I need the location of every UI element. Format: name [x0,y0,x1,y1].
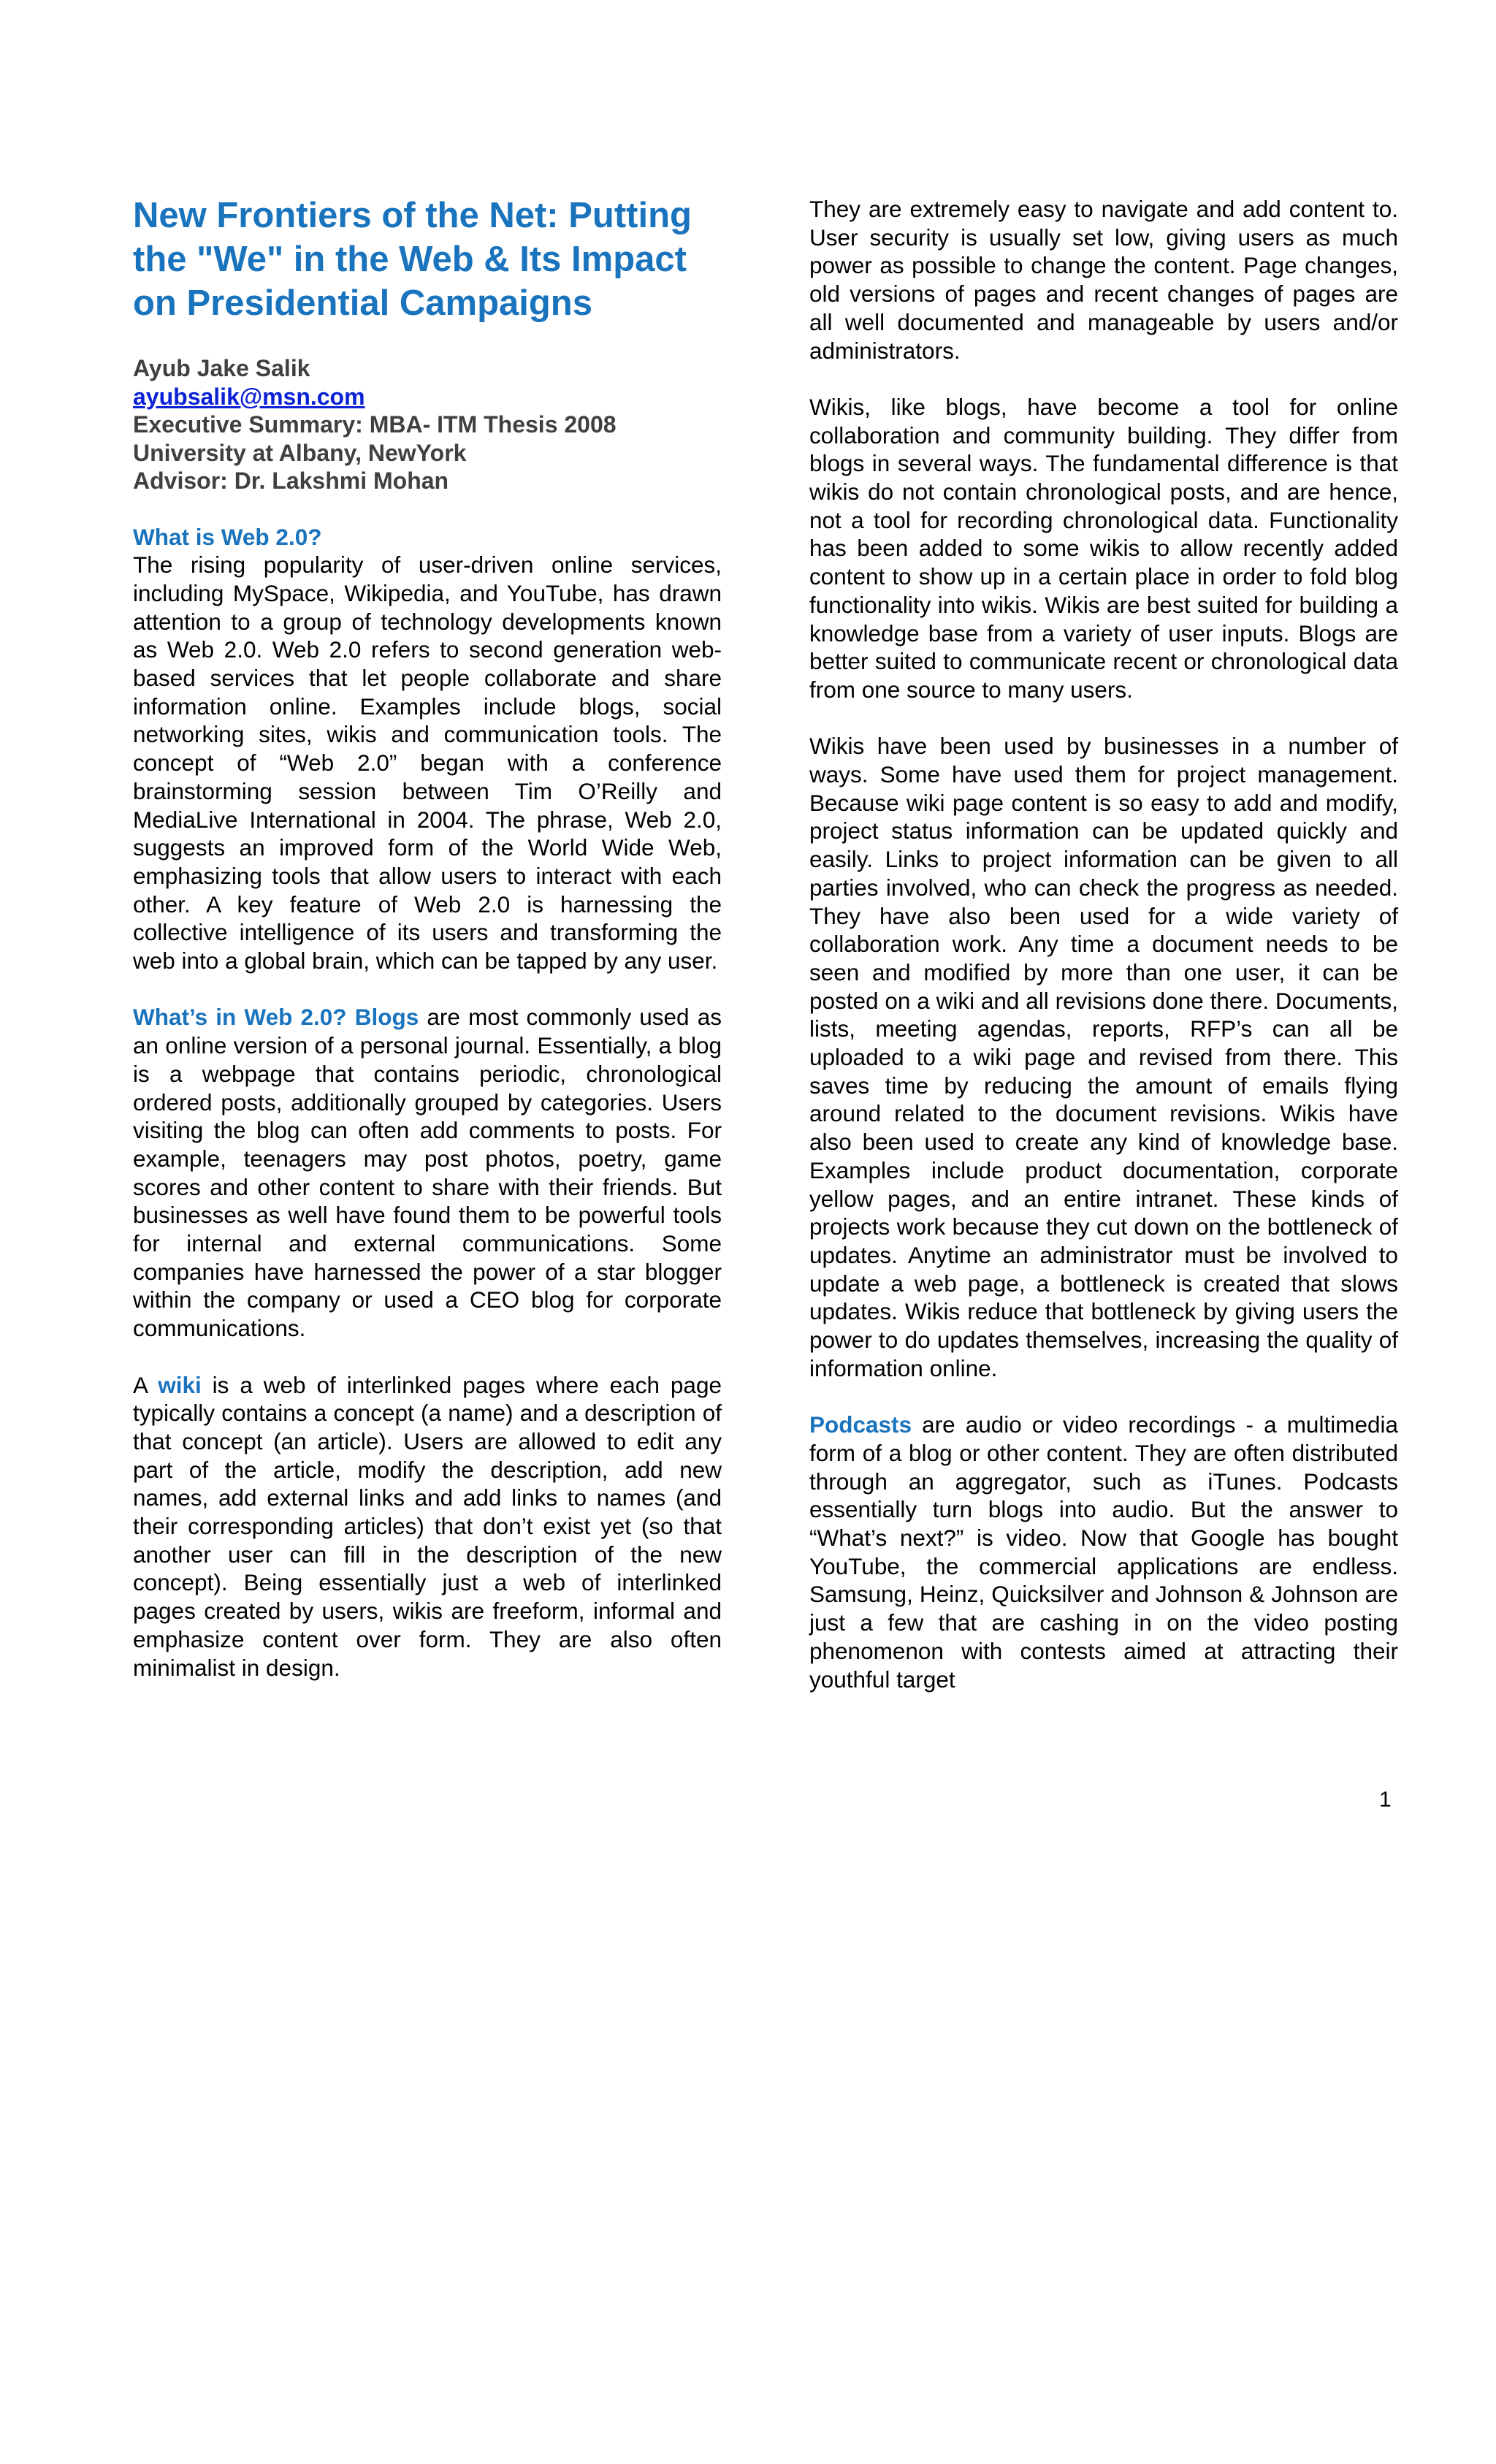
heading-whats-in-web20: What’s in Web 2.0? [133,1004,347,1031]
paragraph-wiki [133,1371,722,1682]
paragraph-web20-intro: The rising popularity of user-driven online services, including MySpace, Wikipedia, and YouTube, has drawn attention to a group of technology developments known as Web 2.0. Web 2.0 refers to second generation web-based services that let people collaborate and share information online. Examples include blogs, social networking sites, wikis and communication tools. The concept of “Web 2.0” began with a conference brainstorming session between Tim O’Reilly and MediaLive International in 2004. The phrase, Web 2.0, suggests an improved form of the World Wide Web, emphasizing tools that allow users to interact with each other. A key feature of Web 2.0 is harnessing the collective intelligence of its users and transforming the web into a global brain, which can be tapped by any user. [133,552,722,974]
term-blogs: Blogs [354,1004,419,1031]
paragraph-wiki-text: is a web of interlinked pages where each page typically contains a concept (a name) and a description of that concept (an article). Users are allowed to edit any part of the article, modify the description, add new names, add external links and add links to names (and their corresponding articles) that don’t exist yet (so that another user can fill in the description of the new concept). Being essentially just a web of interlinked pages created by users, wikis are freeform, informal and emphasize content over form. They are also often minimalist in design. [133,1371,722,1681]
right-column [809,195,1398,1693]
author-name: Ayub Jake Salik [133,355,310,381]
paragraph-podcasts [809,1411,1398,1693]
term-wiki: wiki [158,1371,202,1398]
advisor-line: Advisor: Dr. Lakshmi Mohan [133,468,449,494]
paragraph-podcasts-text: are audio or video recordings - a multimedia form of a blog or other content. They are often distributed through an aggregator, such as iTunes. Podcasts essentially turn blogs into audio. But the answer to “What’s next?” is video. Now that Google has bought YouTube, the commercial applications are endless. Samsung, Heinz, Quicksilver and Johnson & Johnson are just a few that are cashing in on the video posting phenomenon with contests aimed at attracting their youthful target [809,1411,1398,1693]
institution-line: University at Albany, NewYork [133,439,467,466]
paragraph-wikis-business: Wikis have been used by businesses in a number of ways. Some have used them for project management. Because wiki page content is so easy to add and modify, project status information can be updated quickly and easily. Links to project information can be given to all parties involved, who can check the progress as needed. They have also been used for a wide variety of collaboration work. Any time a document needs to be seen and modified by more than one user, it can be posted on a wiki and all revisions done there. Documents, lists, meeting agendas, reports, RFP’s can all be uploaded to a wiki page and revised from there. This saves time by reducing the amount of emails flying around related to the document revisions. Wikis have also been used to create any kind of knowledge base. Examples include product documentation, corporate yellow pages, and an entire intranet. These kinds of projects work because they cut down on the bottleneck of updates. Anytime an administrator must be involved to update a web page, a bottleneck is created that slows updates. Wikis reduce that bottleneck by giving users the power to do updates themselves, increasing the quality of information online. [809,733,1398,1381]
page-number: 1 [1379,1788,1392,1812]
left-column [133,194,722,1682]
paragraph-wiki-continued: They are extremely easy to navigate and add content to. User security is usually set low, giving users as much power as possible to change the content. Page changes, old versions of pages and recent changes of pages are all well documented and manageable by users and/or administrators. [809,196,1398,364]
heading-what-is-web20: What is Web 2.0? [133,523,322,550]
summary-line: Executive Summary: MBA- ITM Thesis 2008 [133,411,617,438]
author-email-link[interactable]: ayubsalik@msn.com [133,383,365,410]
wiki-prefix: A [133,1371,159,1398]
paragraph-blogs-text: are most commonly used as an online version of a personal journal. Essentially, a blog is a webpage that contains periodic, chronological ordered posts, additionally grouped by categories. Users visiting the blog can often add comments to posts. For example, teenagers may post photos, poetry, game scores and other content to share with their friends. But businesses as well have found them to be powerful tools for internal and external communications. Some companies have harnessed the power of a star blogger within the company or used a CEO blog for corporate communications. [133,1004,722,1342]
document-title: New Frontiers of the Net: Putting the "We" in the Web & Its Impact on Presidential Campaigns [133,196,692,323]
term-podcasts: Podcasts [809,1411,912,1438]
paragraph-wikis-vs-blogs: Wikis, like blogs, have become a tool for online collaboration and community building. They differ from blogs in several ways. The fundamental difference is that wikis do not contain chronological posts, and are hence, not a tool for recording chronological data. Functionality has been added to some wikis to allow recently added content to show up in a certain place in order to fold blog functionality into wikis. Wikis are best suited for building a knowledge base from a variety of user inputs. Blogs are better suited to communicate recent or chronological data from one source to many users. [809,393,1398,703]
author-email-line [133,383,722,411]
author-block [133,354,722,495]
paragraph-blogs [133,1003,722,1342]
